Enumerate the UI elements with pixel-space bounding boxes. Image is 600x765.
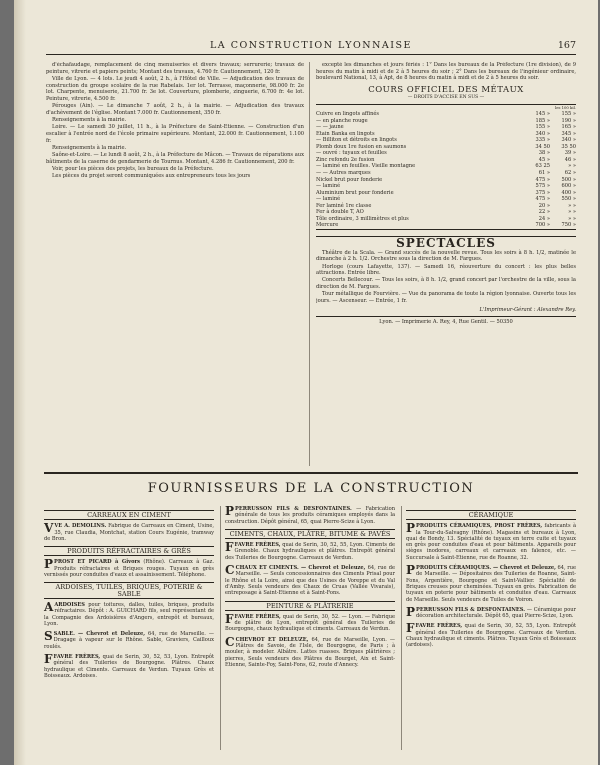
metal-label-cell: — laminé [316, 196, 341, 203]
metal-value-cell: 190 » [561, 117, 576, 124]
supplier-firm-name: FAVRE FRÈRES, [53, 654, 101, 661]
metal-unit-cell: 45 » [538, 156, 550, 163]
drop-cap-letter: F [44, 652, 53, 667]
supplier-firm-name: CHEVROT ET DELEUZE, [235, 636, 309, 643]
column-divider [401, 506, 402, 750]
drop-cap-letter: F [406, 621, 415, 636]
suppliers-column-2 [225, 506, 395, 672]
metal-label-cell: Zinc refondu 2e fusion [316, 156, 375, 163]
metal-unit-cell: 22 » [538, 209, 550, 216]
intro-paragraph: excepté les dimanches et jours fériés : 1° Dans les bureaux de la Préfecture (1re division), de 9 heures du matin à midi et de 2 à 5 heures du soir ; 2° Dans les bureaux de l'ingénieur ordinaire, boulevard National, 13, à Apt, de 8 heures du matin à midi et de 2 à 5 heures du soir. [316, 62, 576, 82]
supplier-category-heading: CARREAUX EN CIMENT [44, 510, 214, 520]
supplier-entry [225, 542, 395, 561]
supplier-description: quai de Serin, 30, 52. — Lyon. — Fabrique de plâtre de Lyon, entrepôt général des Tuileries de Bourgogne, chaux hydraulique et ciments. Carreaux de Verdun. [225, 613, 395, 633]
supplier-description: pour toitures, dalles, tuiles, briques, produits réfractaires. Dépôt : A. GUICHARD fils, seul représentant de la Compagnie des Ardoisières d'Angers, entrepôt et bureaux, Lyon. [44, 601, 214, 627]
drop-cap-letter: F [225, 540, 234, 555]
metal-value-cell: 500 » [561, 176, 576, 183]
supplier-description: 64, rue de Marseille. — Dragage à vapeur sur le Rhône. Sable, Graviers, Cailloux roulés. [44, 631, 215, 650]
metal-label-cell: — ouvré : tuyaux et feuilles [316, 150, 387, 157]
metal-label-cell: Nickel brut pour fonderie [316, 176, 383, 183]
metal-value-cell: 165 » [561, 124, 576, 131]
metal-label-cell: Fer laminé 1re classe [316, 202, 372, 209]
spectacle-paragraph: Tour métallique de Fourvière. — Vue du panorama de toute la région lyonnaise. Ouverte tous les jours. — Ascenseur. — Entrée, 1 fr. [316, 291, 576, 305]
metal-unit-cell: 63 25 [535, 163, 550, 170]
metal-unit-cell: 155 » [535, 124, 550, 131]
metal-value-cell: 340 » [561, 137, 576, 144]
printer-line: Lyon. — Imprimerie A. Rey, 4, Rue Gentil. — 50350 [316, 316, 576, 326]
supplier-firm-name: SABLE. — Chevrot et Deleuze, [53, 631, 145, 638]
column-divider [220, 506, 221, 750]
supplier-category-heading: ARDOISES, TUILES, BRIQUES, POTERIE & SABLE [44, 582, 214, 599]
metal-value-cell: 46 » [564, 156, 576, 163]
supplier-entry [225, 506, 395, 525]
supplier-entry [44, 523, 214, 542]
suppliers-section [44, 472, 578, 754]
supplier-category-heading: PEINTURE & PLÂTRERIE [225, 601, 395, 611]
metal-unit-cell: 34 50 [535, 143, 550, 150]
metal-unit-cell: 340 » [535, 130, 550, 137]
supplier-entry [225, 634, 395, 668]
supplier-entry [406, 523, 576, 561]
metal-label-cell: — — jaune [316, 124, 344, 131]
metal-unit-cell: 38 » [538, 150, 550, 157]
supplier-entry [225, 565, 395, 596]
metal-value-cell: 400 » [561, 189, 576, 196]
metal-label-cell: — — Autres marques [316, 169, 371, 176]
metal-price-row [316, 222, 576, 229]
paragraph: Pérouges (Ain). — Le dimanche 7 août, 2 h., à la mairie. — Adjudication des travaux d'achèvement de l'église. Montant 7.000 fr. Cautionnement, 350 fr. [46, 103, 304, 116]
running-title: LA CONSTRUCTION LYONNAISE [210, 40, 412, 51]
metal-value-cell: 155 » [561, 111, 576, 118]
right-text-column [316, 62, 576, 470]
metal-label-cell: Mercure [316, 222, 339, 229]
metal-label-cell: — en planche rouge [316, 117, 368, 124]
metal-label-cell: Fer à double T, AO [316, 209, 364, 216]
metal-label-cell: Plomb doux 1re fusion en saumons [316, 143, 407, 150]
supplier-firm-name: PERRUSSON FILS & DESFONTAINES. [235, 506, 352, 512]
spectacle-paragraph: Théâtre de la Scala. — Grand succès de la nouvelle revue. Tous les soirs à 8 h. 1/2, matinée le dimanche à 2 h. 1/2. Orchestre sous la direction de M. Fargues. [316, 249, 576, 263]
supplier-category-heading: PRODUITS RÉFRACTAIRES & GRÈS [44, 546, 214, 556]
supplier-entry [406, 604, 576, 620]
paragraph: d'échafaudage, remplacement de cinq menuiseries et divers travaux; serrurerie; travaux de peinture, vitrerie et papiers peints; Montant des travaux, 4.760 fr. Cautionnement, 120 fr. [46, 62, 304, 75]
printer-signature: L'Imprimeur-Gérant : Alexandre Rey. [479, 306, 576, 313]
drop-cap-letter: A [44, 599, 54, 614]
metal-unit-cell: 24 » [538, 215, 550, 222]
metal-value-cell: » » [568, 202, 576, 209]
drop-cap-letter: S [44, 629, 53, 644]
left-text-column [46, 62, 304, 462]
metals-subtitle: — DROITS D'ACCISE EN SUS — [407, 94, 485, 100]
metal-value-cell: 600 » [561, 183, 576, 190]
supplier-entry [44, 631, 214, 650]
paragraph: Saône-et-Loire. — Le lundi 8 août, 2 h., à la Préfecture de Mâcon. — Travaux de réparations aux bâtiments de la caserne de gendarmerie de Tournus. Montant, 4.286 fr. Cautionnement, 200 fr. [46, 152, 304, 165]
supplier-firm-name: VE A. DEMOLINS. [54, 523, 107, 530]
metals-title: COURS OFFICIEL DES MÉTAUX [368, 85, 524, 96]
metal-unit-cell: 475 » [535, 176, 550, 183]
metal-value-cell: 345 » [561, 130, 576, 137]
supplier-entry [406, 623, 576, 648]
supplier-entry [44, 599, 214, 627]
drop-cap-letter: P [406, 563, 416, 578]
supplier-entry [44, 654, 214, 679]
supplier-firm-name: PRODUITS CÉRAMIQUES, PROST FRÈRES, [416, 523, 543, 530]
spectacles-title: SPECTACLES [316, 236, 576, 247]
supplier-entry [406, 565, 576, 603]
supplier-firm-name: CHAUX ET CIMENTS. — Chevrot et Deleuze, [235, 565, 366, 572]
supplier-description: quai de Serin, 30, 52, 53, Lyon. Entrepôt général des Tuileries de Bourgogne. Plâtres. Chaux hydraulique et Ciments. Carreaux de Verdun. Tuyaux Grès et Boisseaux. Ardoises. [44, 654, 215, 679]
supplier-description: Fabrique de Carreaux en Ciment, Usine, 35, rue Claudia, Montchat, station Cours Eugénie, tramway de Bron. [44, 523, 215, 542]
metals-price-table [316, 104, 576, 230]
metal-label-cell: Aluminium brut pour fonderie [316, 189, 394, 196]
paragraph: Ville de Lyon. — 4 lots. Le jeudi 4 août, 2 h., à l'Hôtel de Ville. — Adjudication des travaux de construction du groupe scolaire de la rue Rabelais. 1er lot. Terrasse, maçonnerie, 98.000 fr. 2e lot. Charpente, menuiserie, 21.700 fr. 3e lot. Couverture, plomberie, zinguerie, 6.700 fr. 4e lot. Peinture, vitrerie, 4.500 fr. [46, 75, 304, 103]
metal-unit-cell: 700 » [535, 222, 550, 229]
supplier-description: fabricants à la Tour-du-Salvagny (Rhône). Magasins et bureaux à Lyon, quai de Bondy, 13. Spécialité de tuyaux en terre cuite et tuyaux en grès pour conduites d'eau et pour bâtiments. Appareils pour sièges inodores, carreaux et carreaux en faïence, etc. — Succursale à Saint-Etienne, rue de Roanne, 32. [406, 523, 577, 561]
metal-value-cell: » » [568, 209, 576, 216]
metal-label-cell: — laminé en feuilles. Vieille montagne [316, 163, 416, 170]
drop-cap-letter: F [225, 611, 234, 626]
metal-value-cell: 750 » [561, 222, 576, 229]
supplier-firm-name: FAVRE FRÈRES, [234, 613, 281, 620]
drop-cap-letter: V [44, 521, 54, 536]
supplier-description: quai de Serin, 30, 52, 55, Lyon. Ciments de Grenoble. Chaux hydrauliques et plâtres. Entrepôt général des Tuileries de Bourgogne. Carreaux de Verdun. [225, 542, 395, 561]
metal-label-cell: Etain Banka en lingots [316, 130, 375, 137]
metal-label-cell: — Billiton et détroits en lingots [316, 137, 397, 144]
supplier-description: 64, rue de Marseille. — Seuls concessionnaires des Ciments Prisal pour le Rhône et la Loire, ainsi que des Usines de Voreppe et du Val d'Amby. Seuls vendeurs des Chaux de Cruas (Vallée Vivarais), entreposage à Saint-Etienne et à Saint-Fons. [225, 565, 395, 597]
metals-header-row [316, 104, 576, 111]
supplier-category-heading: CIMENTS, CHAUX, PLÂTRE, BITUME & PAVÉS [225, 529, 395, 539]
journal-page [14, 0, 598, 765]
spectacle-paragraph: Concerts Bellecour. — Tous les soirs, à 8 h. 1/2, grand concert par l'orchestre de la ville, sous la direction de M. Fargues. [316, 277, 576, 291]
supplier-description: 64, rue de Marseille, Lyon. — Plâtres de Savoie, de l'Isle, de Bourgogne, de Paris ; à mouler, à modeler. Albâtre. Lattes ruasses. Briques plâtrières ; pierres, Seuls vendeurs des Plâtres du Bourget, Aix et Saint-Etienne, Sainte-Foy, Saint-Fons, 62, route d'Annecy. [225, 636, 395, 668]
drop-cap-letter: P [406, 521, 416, 536]
supplier-description: — Céramique pour décoration architecturale. Dépôt 65, quai Pierre-Scize, Lyon. [416, 606, 576, 620]
page-header [46, 40, 576, 55]
metal-unit-cell: 375 » [535, 189, 550, 196]
drop-cap-letter: C [225, 563, 235, 578]
unit-column-header: les 100 kil. [554, 104, 576, 110]
supplier-description: (Rhône). Carreaux à Gaz. Produits réfractaires et Briques rouges. Tuyaux en grès vernissés pour conduites d'eaux et assainissement. Téléphone. [44, 559, 214, 579]
metals-table-body [316, 111, 576, 229]
metal-value-cell: » » [568, 163, 576, 170]
supplier-firm-name: FAVRE FRÈRES, [415, 623, 463, 630]
paragraph: Les pièces du projet seront communiquées aux entrepreneurs tous les jours [52, 173, 251, 180]
paragraph: Renseignements à la mairie. [52, 144, 127, 151]
drop-cap-letter: P [44, 557, 54, 572]
metal-value-cell: 35 50 [561, 143, 576, 150]
metal-unit-cell: 475 » [535, 196, 550, 203]
paragraph: Renseignements à la mairie. [52, 117, 127, 124]
suppliers-column-1 [44, 506, 214, 683]
supplier-description: 64, rue de Marseille. — Dépositaires des Tuileries de Roanne, Saint-Fons, Argentière, Bourgogne et Saint-Vallier. Spécialité de Briques creuses pour cheminées. Tuyaux en grès. Fabrication de tuyaux en poterie pour bâtiments et conduites d'eau. Carreaux de Marseille. Seuls vendeurs de Tuiles de Voiron. [406, 565, 576, 603]
metal-unit-cell: 575 » [535, 183, 550, 190]
column-divider [309, 62, 310, 466]
metal-value-cell: 550 » [561, 196, 576, 203]
supplier-category-heading: CÉRAMIQUE [406, 510, 576, 520]
metal-label-cell: Tôle ordinaire, 3 millimètres et plus [316, 215, 409, 222]
metal-value-cell: » » [568, 215, 576, 222]
metal-unit-cell: 145 » [535, 111, 550, 118]
paragraph: Loire. — Le samedi 30 juillet, 11 h., à la Préfecture de Saint-Etienne. — Construction d'un escalier à l'entrée nord de l'école primaire supérieure. Montant, 22.000 fr. Cautionnement, 1.100 fr. [46, 124, 304, 144]
metal-unit-cell: 61 » [538, 169, 550, 176]
supplier-entry [225, 611, 395, 633]
metal-label-cell: — laminé [316, 183, 341, 190]
supplier-firm-name: PRODUITS CÉRAMIQUES. — Chevrot et Deleuze, [416, 565, 556, 572]
drop-cap-letter: P [225, 504, 235, 518]
supplier-firm-name: PROST ET PICARD à Givors [54, 559, 141, 566]
suppliers-column-3 [406, 506, 576, 653]
paragraph: Voir, pour les pièces des projets, les bureaux de la Préfecture. [52, 166, 214, 173]
drop-cap-letter: P [406, 604, 416, 619]
spectacle-paragraph: Horloge (cours Lafayette, 137). — Samedi 16, réouverture du concert : les plus belles attractions. Entrée libre. [316, 263, 576, 277]
metal-unit-cell: 20 » [538, 202, 550, 209]
metal-value-cell: 62 » [564, 169, 576, 176]
supplier-firm-name: PERRUSSON FILS & DESFONTAINES. [416, 606, 526, 613]
metal-label-cell: Cuivre en lingots affinés [316, 111, 380, 118]
supplier-entry [44, 559, 214, 578]
metal-value-cell: 39 » [564, 150, 576, 157]
suppliers-title: FOURNISSEURS DE LA CONSTRUCTION [147, 481, 475, 496]
drop-cap-letter: C [225, 634, 235, 649]
metal-unit-cell: 185 » [535, 117, 550, 124]
page-number: 167 [557, 40, 576, 51]
supplier-description: quai de Serin, 30, 52, 55, Lyon. Entrepôt général des Tuileries de Bourgogne. Carreaux de Verdun. Chaux hydraulique et ciments. Plâtres. Tuyaux Grès et Boisseaux (ardoises). [406, 623, 577, 649]
supplier-description: — Fabrication générale de tous les produits céramiques employés dans la construction. Dépôt général, 65, quai Pierre-Scize à Lyon. [225, 506, 396, 525]
supplier-firm-name: FAVRE FRÈRES, [234, 542, 281, 549]
metal-unit-cell: 335 » [535, 137, 550, 144]
supplier-firm-name: ARDOISES [54, 601, 85, 608]
